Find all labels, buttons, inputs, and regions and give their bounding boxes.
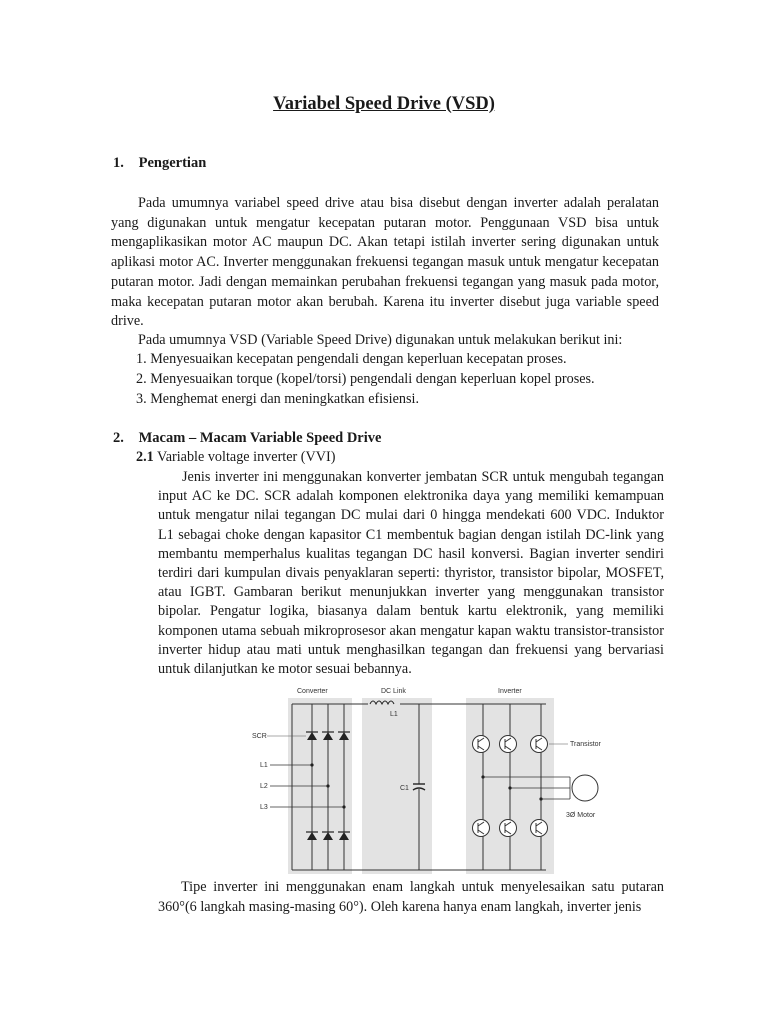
input-l2-label: L2 [260, 783, 268, 790]
input-l3-label: L3 [260, 804, 268, 811]
page-title: Variabel Speed Drive (VSD) [273, 94, 495, 114]
section-1-intro: Pada umumnya VSD (Variable Speed Drive) digunakan untuk melakukan berikut ini: [138, 332, 623, 348]
converter-label: Converter [297, 688, 328, 695]
section-1-item: 1. Menyesuaikan kecepatan pengendali dengan keperluan kecepatan proses. [136, 351, 567, 367]
section-1-item: 2. Menyesuaikan torque (kopel/torsi) pengendali dengan keperluan kopel proses. [136, 371, 595, 387]
section-1-title: Pengertian [138, 155, 207, 171]
junction-dot [310, 763, 313, 766]
junction-dot [508, 786, 511, 789]
subsection-2-1-heading [136, 449, 335, 466]
circuit-diagram [240, 684, 610, 876]
choke-label: L1 [390, 711, 398, 718]
dclink-label: DC Link [381, 688, 406, 695]
vvi-circuit-figure [240, 684, 610, 876]
transistor [531, 736, 548, 753]
subsection-2-1-paragraph: Jenis inverter ini menggunakan konverter jembatan SCR untuk mengubah tegangan input AC ke DC. SCR adalah komponen elektronika daya yang memiliki kemampuan untuk mengatur nilai tegangan DC mulai dari 0 hingga mendekati 600 VDC. Induktor L1 sebagai choke dengan kapasitor C1 membentuk bagian dengan istilah DC-link yang membantu memperhalus kualitas tegangan DC hasil konversi. Bagian inverter sendiri terdiri dari kumpulan divais penyaklaran seperti: thyristor, transistor bipolar, MOSFET, atau IGBT. Gambaran berikut menunjukkan inverter yang menggunakan transistor bipolar. Pengatur logika, biasanya dalam bentuk kartu elektronik, yang memiliki komponen utama sebuah mikroprosesor akan mengatur kapan waktu transistor-transistor inverter hidup atau mati untuk menghasilkan tegangan dan frekuensi yang bervariasi untuk dilanjutkan ke motor sesuai bebannya. [158, 469, 664, 678]
choke-background [368, 699, 400, 709]
section-1-number: 1. [113, 155, 124, 171]
transistor [473, 736, 490, 753]
transistor [500, 820, 517, 837]
scr-label: SCR [252, 733, 267, 740]
section-2-heading [113, 430, 381, 447]
capacitor-label: C1 [400, 785, 409, 792]
transistor-label: Transistor [570, 741, 601, 748]
transistor [500, 736, 517, 753]
inverter-label: Inverter [498, 688, 522, 695]
junction-dot [539, 797, 542, 800]
junction-dot [481, 775, 484, 778]
motor-icon [572, 775, 598, 801]
junction-dot [326, 784, 329, 787]
subsection-2-1-continuation: Tipe inverter ini menggunakan enam langkah untuk menyelesaikan satu putaran 360°(6 langkah masing-masing 60°). Oleh karena hanya enam langkah, inverter jenis [158, 879, 664, 915]
input-l1-label: L1 [260, 762, 268, 769]
motor-label: 3Ø Motor [566, 812, 596, 819]
transistor [473, 820, 490, 837]
dclink-block [362, 698, 432, 874]
junction-dot [342, 805, 345, 808]
section-1-item: 3. Menghemat energi dan meningkatkan efisiensi. [136, 391, 420, 407]
section-2-number: 2. [113, 430, 124, 446]
transistor [531, 820, 548, 837]
section-1-paragraph: Pada umumnya variabel speed drive atau bisa disebut dengan inverter adalah peralatan yang digunakan untuk mengatur kecepatan putaran motor. Penggunaan VSD bisa untuk mengaplikasikan motor AC maupun DC. Akan tetapi istilah inverter sering digunakan untuk aplikasi motor AC. Inverter menggunakan frekuensi tegangan masuk untuk mengatur kecepatan putaran motor. Jadi dengan memainkan perubahan frekuensi tegangan yang masuk pada motor, maka kecepatan putaran motor akan berubah. Karena itu inverter disebut juga variable speed drive. [111, 195, 659, 330]
section-2-title: Macam – Macam Variable Speed Drive [138, 430, 382, 446]
subsection-2-1-number: 2.1 [136, 449, 154, 465]
subsection-2-1-title: Variable voltage inverter (VVI) [157, 449, 336, 465]
section-1-heading [113, 155, 206, 172]
